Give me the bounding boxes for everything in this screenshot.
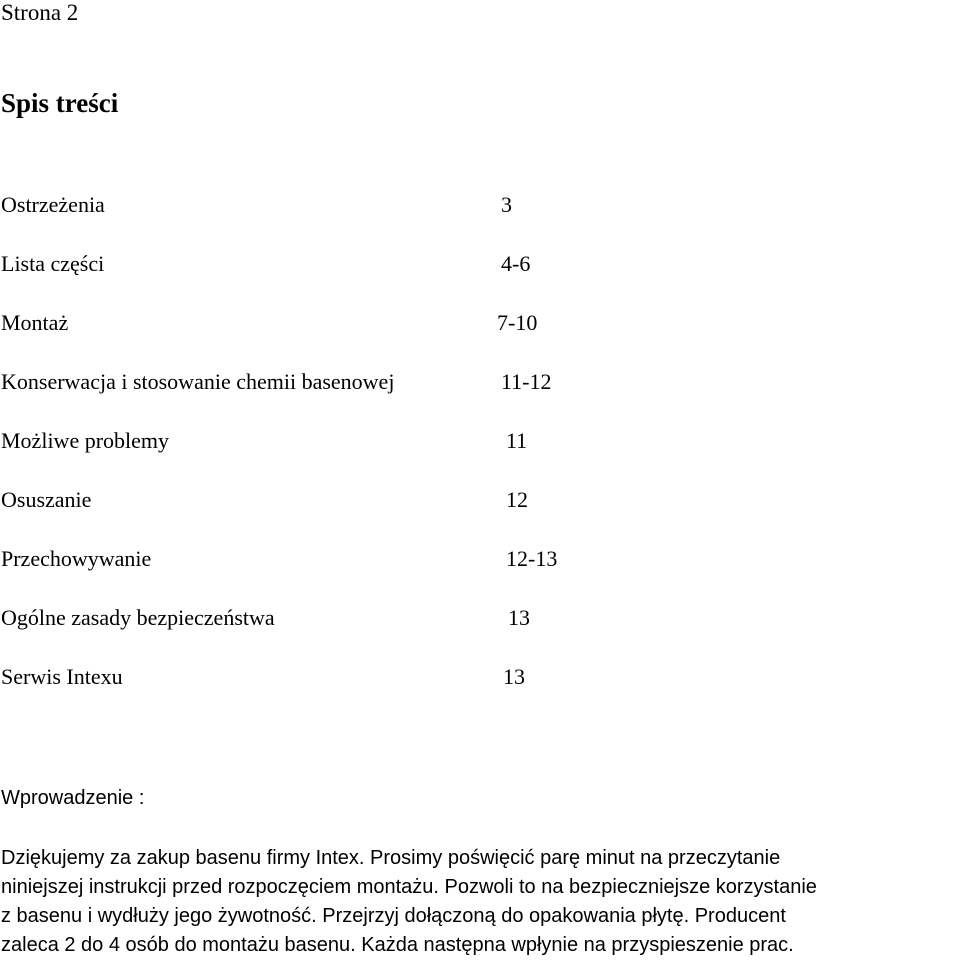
toc-entry [0, 367, 620, 397]
toc-entry-label: Serwis Intexu [1, 664, 123, 689]
intro-line: Dziękujemy za zakup basenu firmy Intex. Prosimy poświęcić parę minut na przeczytanie [1, 847, 781, 869]
toc-entry-pages: 12-13 [506, 546, 558, 571]
intro-paragraph [1, 844, 817, 960]
toc-entry-pages: 3 [501, 192, 512, 217]
toc-entry-pages: 12 [506, 487, 528, 512]
toc-entry-label: Konserwacja i stosowanie chemii basenowej [1, 369, 395, 394]
intro-line: niniejszej instrukcji przed rozpoczęciem montażu. Pozwoli to na bezpieczniejsze korzystanie [1, 876, 817, 898]
toc-entry-label: Przechowywanie [1, 546, 152, 571]
toc-entry-pages: 11-12 [501, 369, 552, 394]
page-number-label: Strona 2 [1, 0, 79, 25]
toc-entry-label: Możliwe problemy [1, 428, 170, 453]
toc-entry-pages: 11 [506, 428, 528, 453]
toc-entry [0, 249, 620, 279]
toc-entry-label: Montaż [1, 310, 69, 335]
toc-entry-pages: 4-6 [501, 251, 531, 276]
toc-entry [0, 603, 620, 633]
toc-entry-label: Lista części [1, 251, 105, 276]
toc-entry [0, 485, 620, 515]
toc-title: Spis treści [1, 88, 119, 118]
toc-entry-label: Ogólne zasady bezpieczeństwa [1, 605, 275, 630]
toc-entry [0, 308, 620, 338]
toc-entry-pages: 13 [503, 664, 525, 689]
toc-entry [0, 190, 620, 220]
intro-line: zaleca 2 do 4 osób do montażu basenu. Każda następna wpłynie na przyspieszenie prac. [1, 934, 794, 956]
intro-heading: Wprowadzenie : [1, 787, 145, 809]
toc-entry-pages: 7-10 [497, 310, 538, 335]
toc-entry-label: Osuszanie [1, 487, 92, 512]
toc-entry [0, 426, 620, 456]
toc-entry-label: Ostrzeżenia [1, 192, 105, 217]
toc-entry-pages: 13 [508, 605, 530, 630]
toc-entry [0, 544, 620, 574]
toc-entry [0, 662, 620, 692]
intro-line: z basenu i wydłuży jego żywotność. Przejrzyj dołączoną do opakowania płytę. Producent [1, 905, 786, 927]
